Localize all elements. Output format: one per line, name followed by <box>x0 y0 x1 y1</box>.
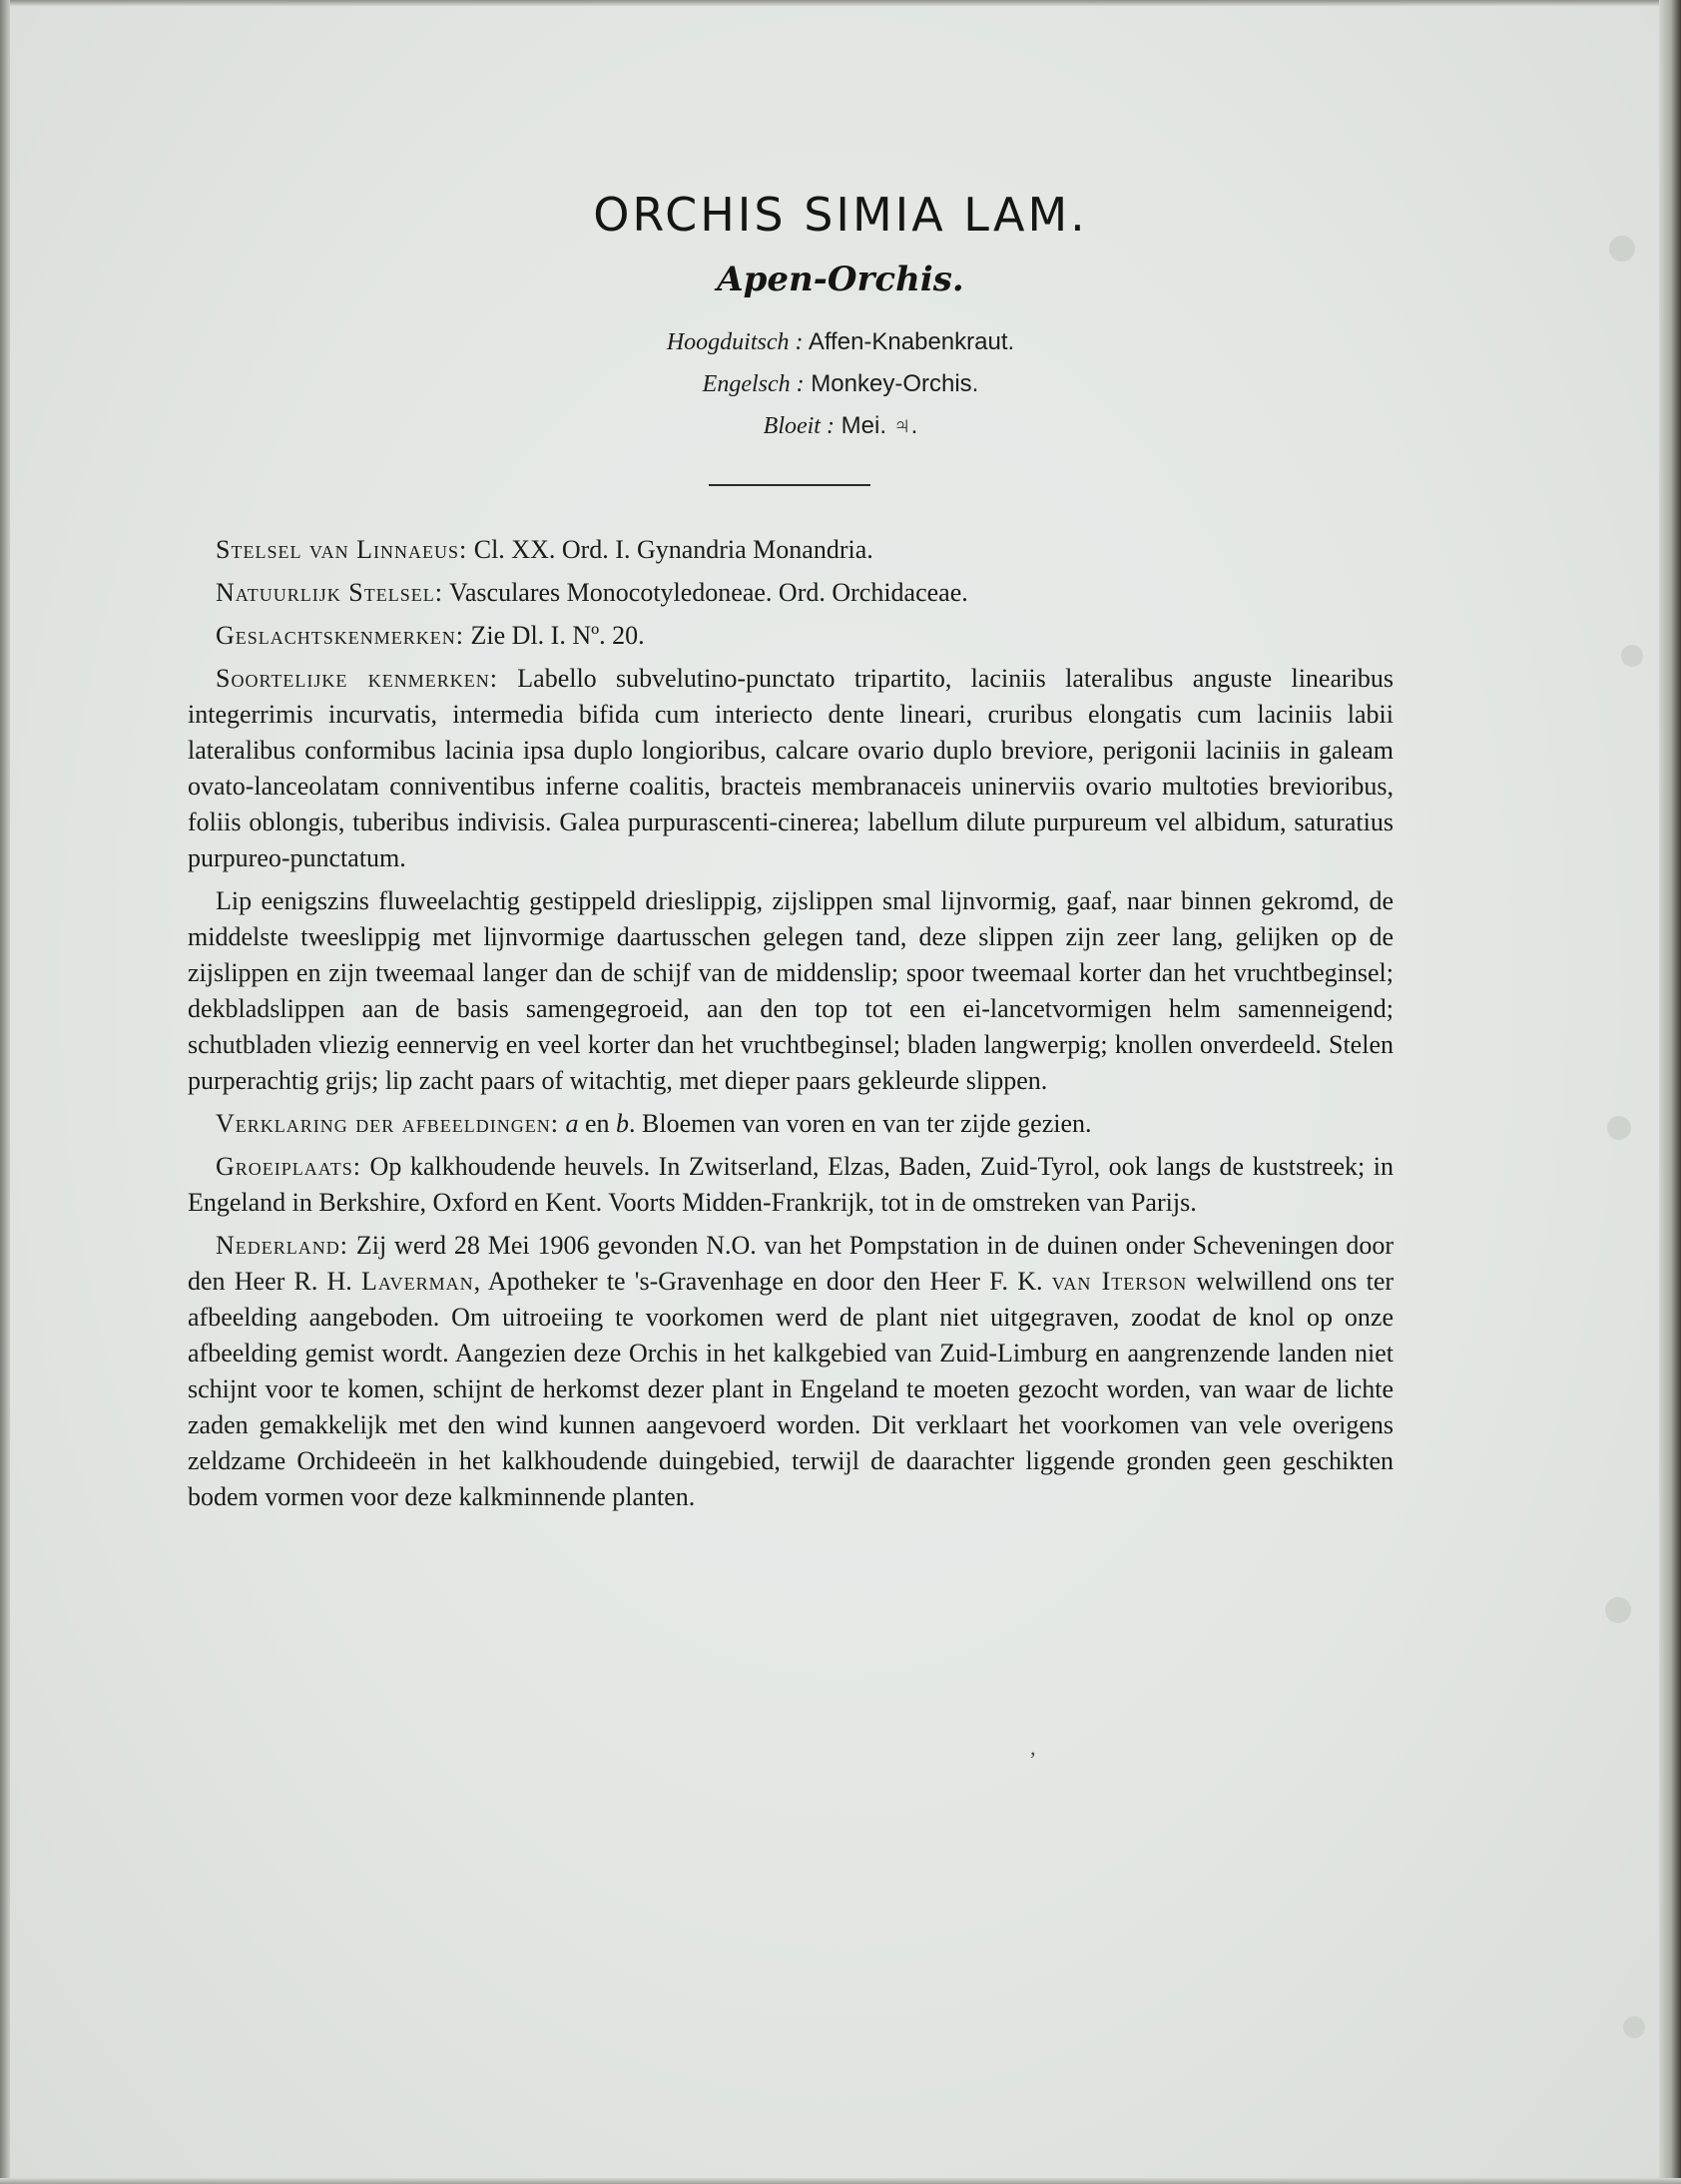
figure-letter-a: a <box>565 1109 579 1138</box>
section-natural-system <box>188 575 1394 611</box>
section-genus-characters <box>188 618 1394 654</box>
name-value: Mei. ♃. <box>840 412 918 439</box>
name-line-english <box>0 363 1681 405</box>
stray-ink-mark: ‚ <box>1029 1735 1037 1760</box>
paper-spot <box>1621 645 1643 667</box>
section-figure-explanation <box>188 1106 1394 1142</box>
common-names <box>0 321 1681 447</box>
page-edge-top <box>0 0 1681 6</box>
section-text: Vasculares Monocotyledoneae. Ord. Orchidaceae. <box>448 578 968 607</box>
name-line-flowering <box>0 405 1681 447</box>
section-dutch-description: Lip eenigszins fluweelachtig gestippeld drieslippig, zijslippen smal lijnvormig, gaaf, naar binnen gekromd, de middelste tweeslippig met lijnvormige daartusschen gelegen tand, deze slippen zijn zeer lang, gelijken op de zijslippen en zijn tweemaal langer dan de schijf van de middenslip; spoor tweemaal korter dan het vruchtbeginsel; dekbladslippen aan de basis samengegroeid, aan den top tot een ei-lancetvormigen helm samenneigend; schutbladen vliezig eennervig en veel korter dan het vruchtbeginsel; bladen langwerpig; knollen onverdeeld. Stelen purperachtig grijs; lip zacht paars of witachtig, met dieper paars gekleurde slippen. <box>188 886 1394 1095</box>
page-title: ORCHIS SIMIA LAM. <box>593 188 1088 242</box>
section-text: Zij werd 28 Mei 1906 gevonden N.O. van het Pompstation in de duinen onder Scheveningen door den Heer R. H. <box>188 1231 1394 1296</box>
paper-spot <box>1623 2016 1645 2038</box>
section-label: Stelsel van Linnaeus: <box>216 535 468 564</box>
person-name: Laverman <box>361 1267 474 1296</box>
section-linnaeus <box>188 532 1394 568</box>
section-text: Op kalkhoudende heuvels. In Zwitserland, Elzas, Baden, Zuid-Tyrol, ook langs de kuststreek; in Engeland in Berkshire, Oxford en Kent. Voorts Midden-Frankrijk, tot in de omstreken van Parijs. <box>188 1152 1394 1217</box>
section-text: Zie Dl. I. Nº. 20. <box>470 621 645 650</box>
description-body <box>188 532 1394 1522</box>
name-label: Hoogduitsch : <box>666 329 804 355</box>
section-label: Geslachtskenmerken: <box>216 621 465 650</box>
name-value: Monkey-Orchis. <box>811 370 979 397</box>
figure-letter-b: b <box>616 1109 630 1138</box>
page-subtitle: Apen-Orchis. <box>717 260 964 299</box>
conjunction: en <box>584 1109 610 1138</box>
section-text: Labello subvelutino-punctato tripartito, laciniis lateralibus anguste linearibus integerrimis incurvatis, intermedia bifida cum interiecto dente lineari, cruribus elongatis cum laciniis labii lateralibus conformibus lacinia ipsa duplo longioribus, calcare ovario duplo breviore, perigonii laciniis in galeam ovato-lanceolatam conniventibus inferne coalitis, bracteis membranaceis uninerviis ovario multoties brevioribus, foliis oblongis, tuberibus indivisis. Galea purpurascenti-cinerea; labellum dilute purpureum vel albidum, saturatius purpureo-punctatum. <box>188 664 1395 872</box>
section-text: , Apotheker te 's-Gravenhage en door den Heer F. K. <box>473 1267 1043 1296</box>
name-value: Affen-Knabenkraut. <box>808 328 1015 355</box>
section-text: . Bloemen van voren en van ter zijde gezien. <box>629 1109 1092 1138</box>
person-name: van Iterson <box>1051 1267 1188 1296</box>
section-label: Nederland: <box>216 1231 348 1260</box>
divider-rule <box>709 484 870 486</box>
section-label: Verklaring der afbeeldingen: <box>216 1109 559 1138</box>
name-line-german <box>0 321 1681 363</box>
paper-spot <box>1605 1597 1631 1623</box>
name-label: Bloeit : <box>763 413 835 439</box>
name-label: Engelsch : <box>702 371 805 397</box>
section-habitat <box>188 1149 1394 1221</box>
section-label: Soortelijke kenmerken: <box>216 664 498 693</box>
section-text: Cl. XX. Ord. I. Gynandria Monandria. <box>473 535 873 564</box>
section-label: Natuurlijk Stelsel: <box>216 578 443 607</box>
section-text: welwillend ons ter afbeelding aangeboden. Om uitroeiing te voorkomen werd de plant niet uitgegraven, zoodat de knol op onze afbeelding gemist wordt. Aangezien deze Orchis in het kalkgebied van Zuid-Limburg en aangrenzende landen niet schijnt voor te komen, schijnt de herkomst dezer plant in Engeland te moeten gezocht worden, van waar de lichte zaden gemakkelijk met den wind kunnen aangevoerd worden. Dit verklaart het voorkomen van vele overigens zeldzame Orchideeën in het kalkhoudende duingebied, terwijl de daarachter liggende gronden geen geschikten bodem vormen voor deze kalkminnende planten. <box>188 1267 1395 1511</box>
section-species-characters <box>188 661 1394 876</box>
paper-spot <box>1607 1116 1631 1140</box>
page-edge-bottom <box>0 2178 1681 2184</box>
section-netherlands <box>188 1228 1394 1515</box>
section-label: Groeiplaats: <box>216 1152 362 1181</box>
